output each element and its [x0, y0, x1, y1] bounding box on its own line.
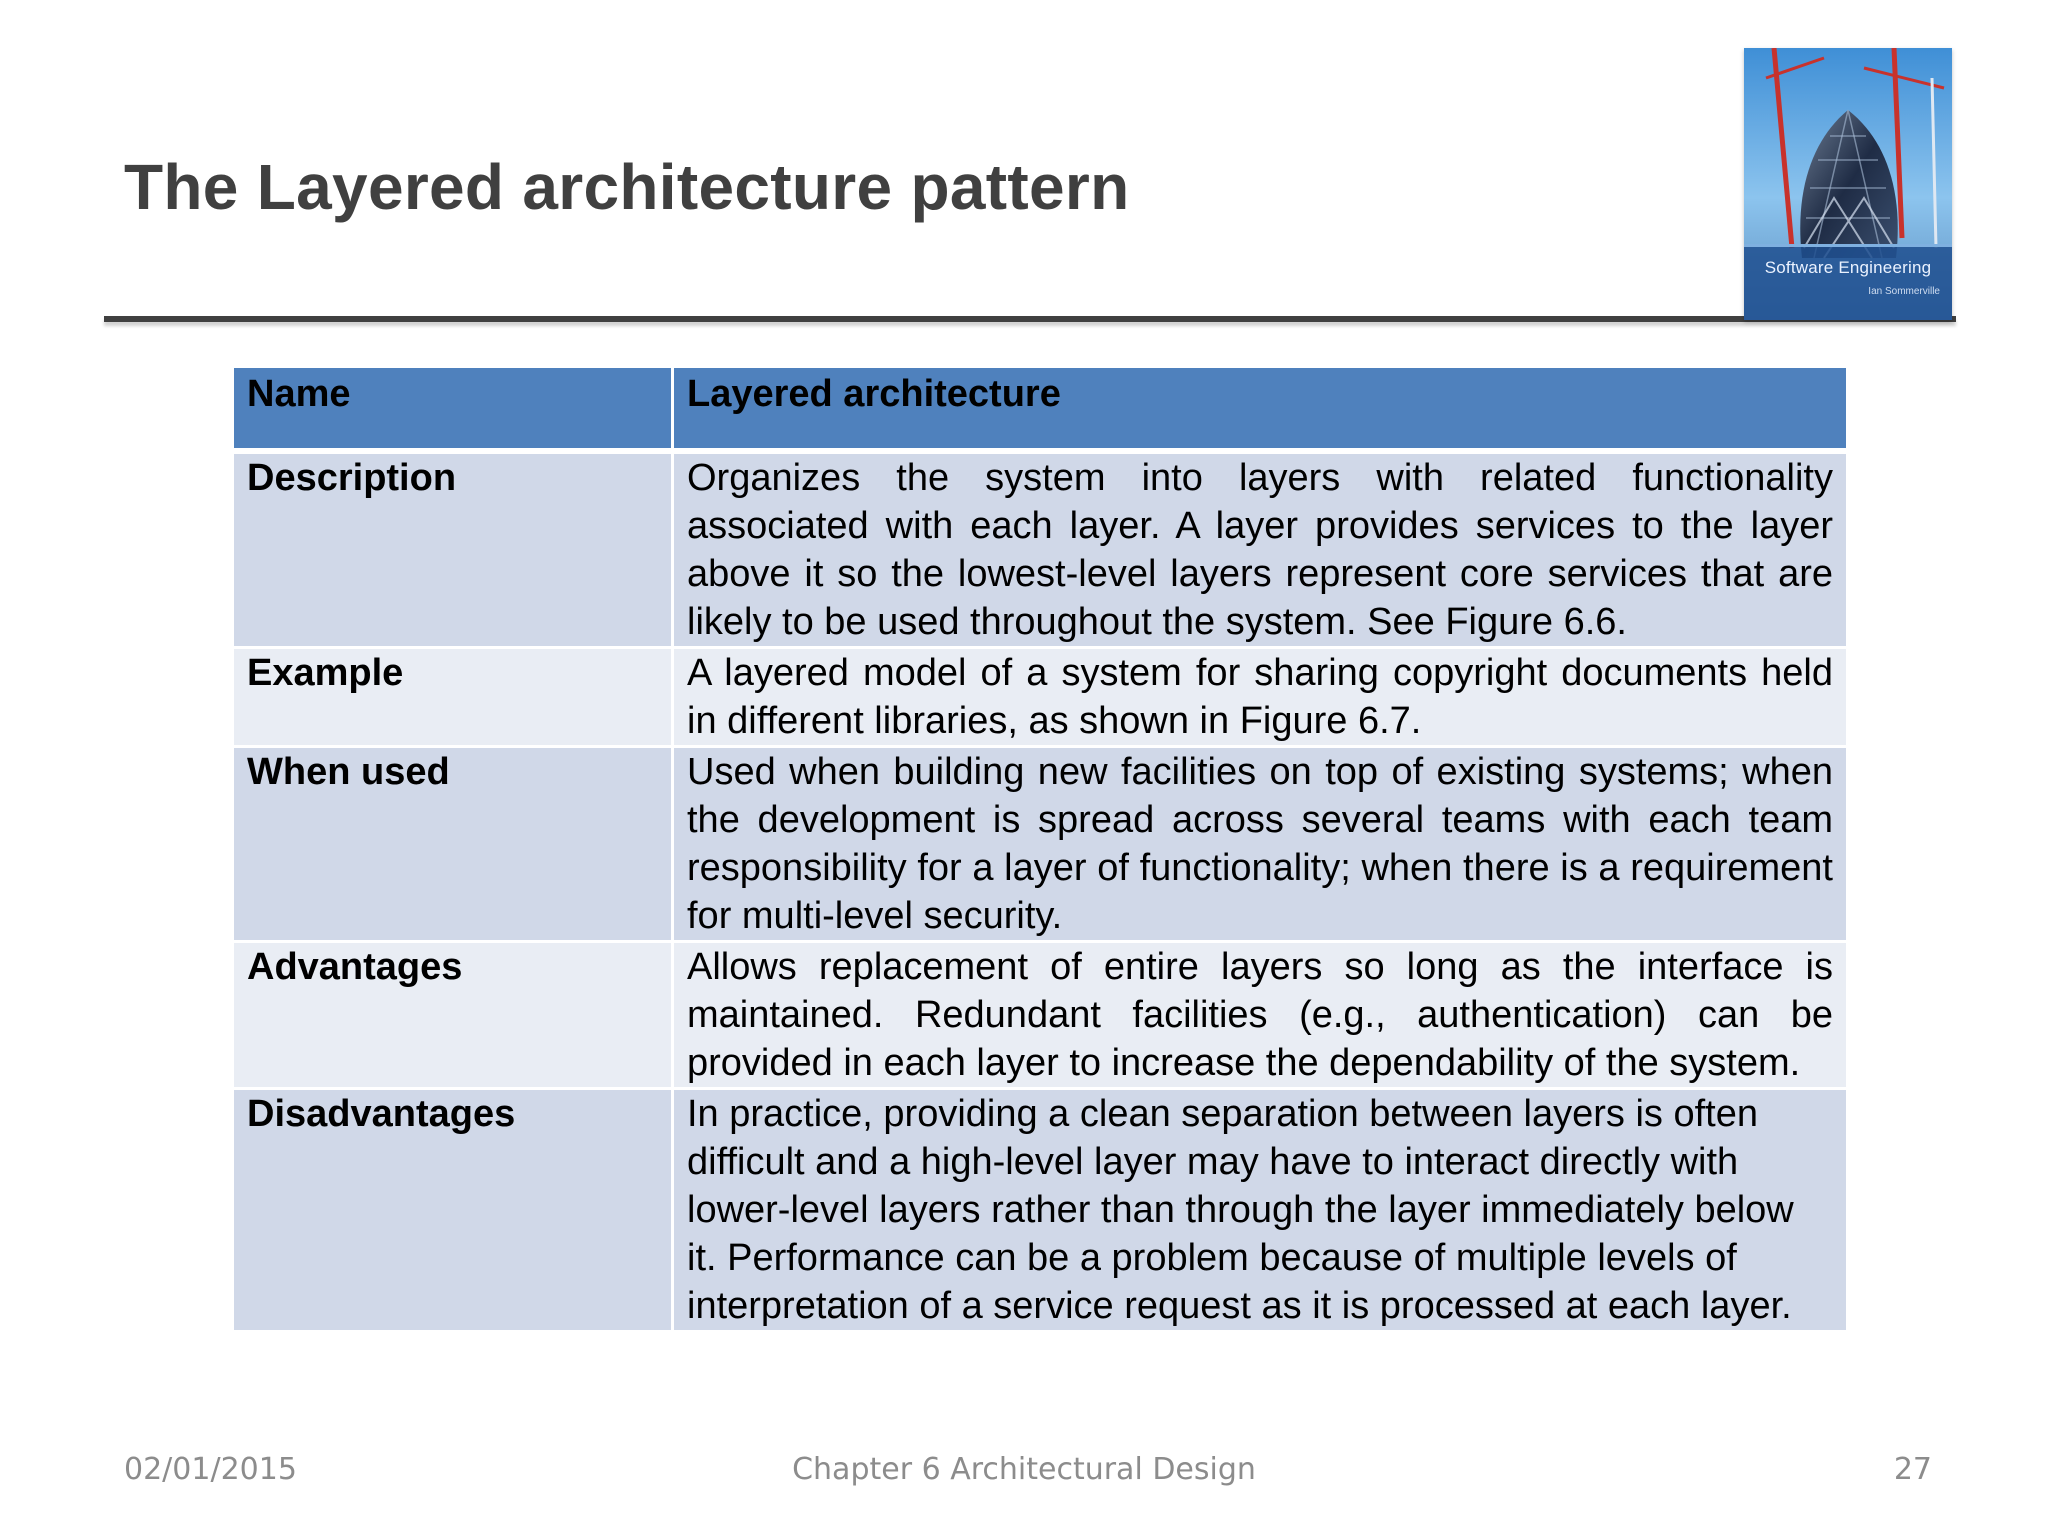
- row-value-advantages: Allows replacement of entire layers so long as the interface is maintained. Redundant facilities (e.g., authentication) can be provided in each layer to increase the dependability of the system.: [673, 942, 1848, 1089]
- table-row-disadvantages: [233, 1089, 1848, 1332]
- title-divider: [104, 316, 1956, 322]
- table-header-row: [233, 367, 1848, 452]
- table-row-example: [233, 648, 1848, 747]
- book-cover-title: Software Engineering: [1764, 258, 1932, 277]
- footer-chapter: Chapter 6 Architectural Design: [792, 1452, 1256, 1487]
- header-value-cell: Layered architecture: [673, 367, 1848, 452]
- table-row-description: [233, 451, 1848, 648]
- row-label-advantages: Advantages: [233, 942, 673, 1089]
- row-label-example: Example: [233, 648, 673, 747]
- row-value-disadvantages: In practice, providing a clean separation between layers is often difficult and a high-level layer may have to interact directly with lower-level layers rather than through the layer immediately below it. Performance can be a problem because of multiple levels of interpretation of a service request as it is processed at each layer.: [673, 1089, 1848, 1332]
- footer-page-number: 27: [1893, 1452, 1932, 1487]
- table-row-when-used: [233, 747, 1848, 942]
- row-value-description: Organizes the system into layers with related functionality associated with each layer. A layer provides services to the layer above it so the lowest-level layers represent core services that are likely to be used throughout the system. See Figure 6.6.: [673, 451, 1848, 648]
- row-label-disadvantages: Disadvantages: [233, 1089, 673, 1332]
- book-cover-author: Ian Sommerville: [1868, 286, 1940, 297]
- row-value-example: A layered model of a system for sharing copyright documents held in different libraries, as shown in Figure 6.7.: [673, 648, 1848, 747]
- row-value-when-used: Used when building new facilities on top of existing systems; when the development is spread across several teams with each team responsibility for a layer of functionality; when there is a requirement for multi-level security.: [673, 747, 1848, 942]
- footer-date: 02/01/2015: [124, 1452, 297, 1487]
- book-cover-art: [1744, 48, 1952, 320]
- slide-title: The Layered architecture pattern: [124, 151, 1130, 223]
- row-label-when-used: When used: [233, 747, 673, 942]
- pattern-table: [231, 365, 1849, 1333]
- row-label-description: Description: [233, 451, 673, 648]
- header-name-cell: Name: [233, 367, 673, 452]
- table-row-advantages: [233, 942, 1848, 1089]
- book-cover-image: [1744, 48, 1952, 320]
